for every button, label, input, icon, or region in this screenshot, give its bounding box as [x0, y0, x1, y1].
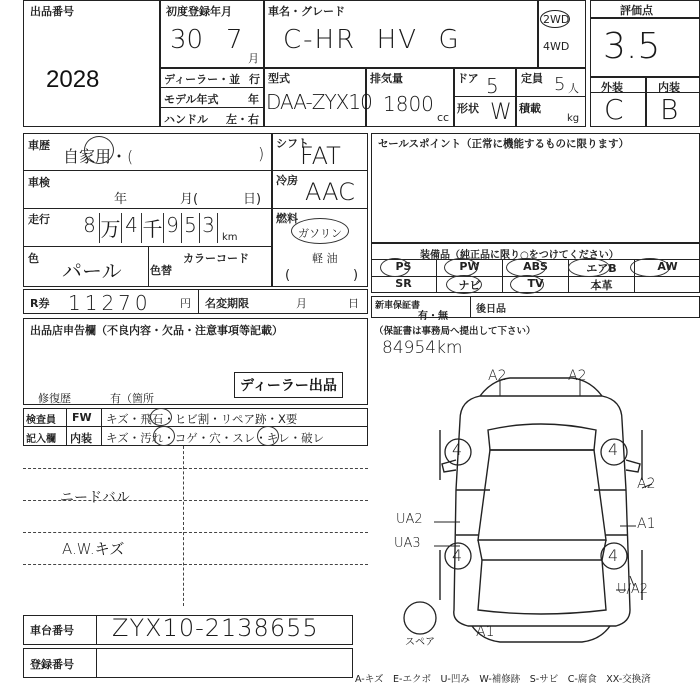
rear-window	[478, 560, 606, 614]
fw-label: FW	[72, 411, 92, 424]
name-grade-label: 車名・グレード	[268, 5, 345, 18]
chassis-label: 車台番号	[30, 624, 74, 637]
wheel-mark: 4	[608, 546, 619, 565]
damage-mark: UA2	[396, 512, 423, 527]
legend: A-キズ E-エクボ U-凹み W-補修跡 S-サビ C-腐食 XX-交換済	[355, 674, 651, 685]
doors-label: ドア	[457, 72, 479, 85]
color-code-label: カラーコード	[183, 252, 249, 265]
equip-circle	[380, 258, 410, 277]
sales-label: セールスポイント（正常に機能するものに限ります）	[378, 138, 630, 150]
fuel-label: 燃料	[276, 212, 298, 225]
drive-circle	[540, 10, 570, 28]
history-close: )	[258, 144, 265, 163]
load-label: 積載	[519, 102, 541, 115]
handle-label: ハンドル	[164, 113, 208, 126]
spare-label: スペア	[405, 637, 435, 648]
equip-leather: 本革	[569, 277, 635, 293]
ac-value: AAC	[305, 178, 355, 206]
equip-circle	[568, 258, 610, 277]
wheel-mark: 4	[608, 440, 619, 459]
exterior-grade: C	[604, 93, 624, 126]
equip-sr: SR	[371, 277, 437, 293]
fuel-diesel: 軽 油	[312, 252, 338, 265]
mileage-label: 走行	[28, 213, 50, 226]
windshield	[488, 424, 596, 450]
report-label: 出品店申告欄（不良内容・欠品・注意事項等記載）	[30, 324, 283, 337]
color-label: 色	[28, 252, 39, 265]
int-label: 内装	[70, 432, 92, 445]
handle-value: 左・右	[226, 113, 259, 126]
name-grade-value: C-HR HV G	[283, 25, 461, 55]
recycle-value: 11270	[68, 291, 152, 315]
damage-mark: A1	[637, 516, 656, 532]
repair-label: 修復歴	[38, 392, 71, 405]
equipment-title: 装備品（純正品に限り○をつけてください）	[420, 250, 619, 261]
inspector-label-1: 検査員	[26, 415, 56, 426]
warranty-km: 84954km	[382, 338, 463, 358]
damage-mark: A2	[637, 476, 656, 492]
shape-label: 形状	[457, 102, 479, 115]
equip-circle	[630, 258, 670, 277]
mileage-unit: km	[222, 232, 238, 243]
mileage-digit: 千	[142, 213, 164, 243]
int-items: キズ・汚れ・コゲ・穴・スレ・キレ・破レ	[106, 431, 325, 445]
car-diagram	[380, 360, 700, 650]
int-circle	[153, 426, 175, 446]
damage-mark: A1	[476, 624, 495, 640]
mileage-digit: 8	[80, 213, 100, 243]
type-value: DAA-ZYX10	[266, 90, 372, 114]
equip-abs: ABS	[503, 260, 569, 276]
history-label: 車歴	[28, 139, 50, 152]
fuel-paren-close: )	[353, 268, 359, 283]
first-reg-month: 7	[226, 25, 243, 55]
dealer-stamp: ディーラー出品	[234, 372, 343, 398]
mileage-digit: 4	[122, 213, 142, 243]
month-unit: 月	[248, 52, 259, 65]
fw-items: キズ・飛石・ヒビ割・リペア跡・X要	[106, 412, 298, 426]
dealer-year-label: ディーラー・並	[164, 73, 241, 86]
gasoline-circle	[291, 218, 349, 244]
doors-value: 5	[486, 74, 499, 98]
inspection-year: 年	[114, 192, 128, 207]
warranty-label: 新車保証書	[375, 301, 421, 311]
equip-tv: TV	[503, 277, 569, 293]
interior-label: 内装	[658, 81, 680, 94]
load-unit: kg	[567, 113, 580, 124]
damage-mark: A2	[488, 368, 507, 384]
drive-4wd: 4WD	[543, 40, 570, 53]
color-value: パール	[62, 259, 122, 283]
dealer-year-unit: 行	[249, 73, 260, 86]
displacement-label: 排気量	[370, 72, 403, 85]
history-value: 自家用・(	[63, 147, 134, 166]
displacement-unit: cc	[437, 111, 450, 124]
lot-number: 2028	[46, 66, 100, 93]
repair-value: 有（箇所	[110, 392, 154, 405]
fw-circle	[150, 408, 172, 426]
lot-label: 出品番号	[30, 5, 74, 18]
equip-airbag: エアB	[569, 260, 635, 276]
inspection-day: 日)	[243, 192, 262, 207]
damage-mark: A2	[568, 368, 587, 384]
type-label: 型式	[268, 72, 290, 85]
notes-area	[23, 446, 368, 606]
equip-ps: PS	[371, 260, 437, 276]
recycle-label: R券	[30, 297, 50, 310]
chassis-value: ZYX10-2138655	[112, 614, 319, 642]
shift-value: FAT	[300, 142, 341, 170]
name-change-day: 日	[348, 297, 359, 310]
equip-circle	[446, 275, 482, 294]
mileage-digit: 5	[182, 213, 200, 243]
equip-pw: PW	[437, 260, 503, 276]
model-year-label: モデル年式	[164, 93, 219, 106]
note-line-1: ニードバル	[60, 490, 130, 506]
fuel-paren-open: (	[285, 268, 291, 283]
reg-label: 登録番号	[30, 658, 74, 671]
name-change-month: 月	[296, 297, 307, 310]
mileage-digits	[80, 213, 218, 243]
lot-box	[23, 0, 160, 127]
mileage-digit: 9	[164, 213, 182, 243]
mileage-digit: 3	[200, 213, 218, 243]
later-label: 後日品	[476, 304, 506, 315]
first-reg-year: 30	[170, 25, 204, 55]
interior-grade: B	[660, 93, 679, 126]
first-reg-label: 初度登録年月	[166, 5, 232, 18]
name-change-label: 名変期限	[205, 297, 249, 310]
car-body	[454, 396, 630, 626]
warranty-note: （保証書は事務局へ提出して下さい）	[374, 326, 536, 337]
shift-label: シフト	[276, 137, 309, 150]
equip-circle	[510, 275, 544, 294]
mileage-digit: 万	[100, 213, 122, 243]
displacement-value: 1800	[383, 92, 434, 116]
score-label: 評価点	[620, 4, 653, 17]
recycle-yen: 円	[180, 297, 191, 310]
note-line-2: A.W.キズ	[62, 540, 125, 558]
cabin	[478, 450, 606, 540]
damage-mark: UA3	[394, 536, 421, 551]
inspection-month: 月(	[180, 192, 199, 207]
equip-aw: AW	[657, 260, 678, 273]
wheel-mark: 4	[452, 546, 463, 565]
color-change-label: 色替	[150, 264, 172, 277]
equip-navi: ナビ	[437, 277, 503, 293]
exterior-label: 外装	[601, 81, 623, 94]
wheel-mark: 4	[452, 440, 463, 459]
shape-value: W	[490, 100, 512, 125]
capacity-unit: 人	[568, 82, 579, 95]
model-year-unit: 年	[248, 93, 259, 106]
warranty-value: 有・無	[418, 311, 448, 322]
inspector-label-2: 記入欄	[26, 434, 56, 445]
history-circle	[84, 136, 114, 164]
fuel-gasoline: ガソリン	[298, 227, 342, 240]
capacity-value: 5	[554, 74, 566, 95]
int-circle	[257, 426, 279, 446]
capacity-label: 定員	[521, 72, 543, 85]
drive-2wd: 2WD	[543, 13, 570, 26]
spare-wheel	[404, 602, 436, 634]
score-value: 3.5	[603, 26, 661, 67]
ac-label: 冷房	[276, 174, 298, 187]
inspection-label: 車検	[28, 176, 50, 189]
damage-mark: U/A2	[617, 582, 649, 597]
